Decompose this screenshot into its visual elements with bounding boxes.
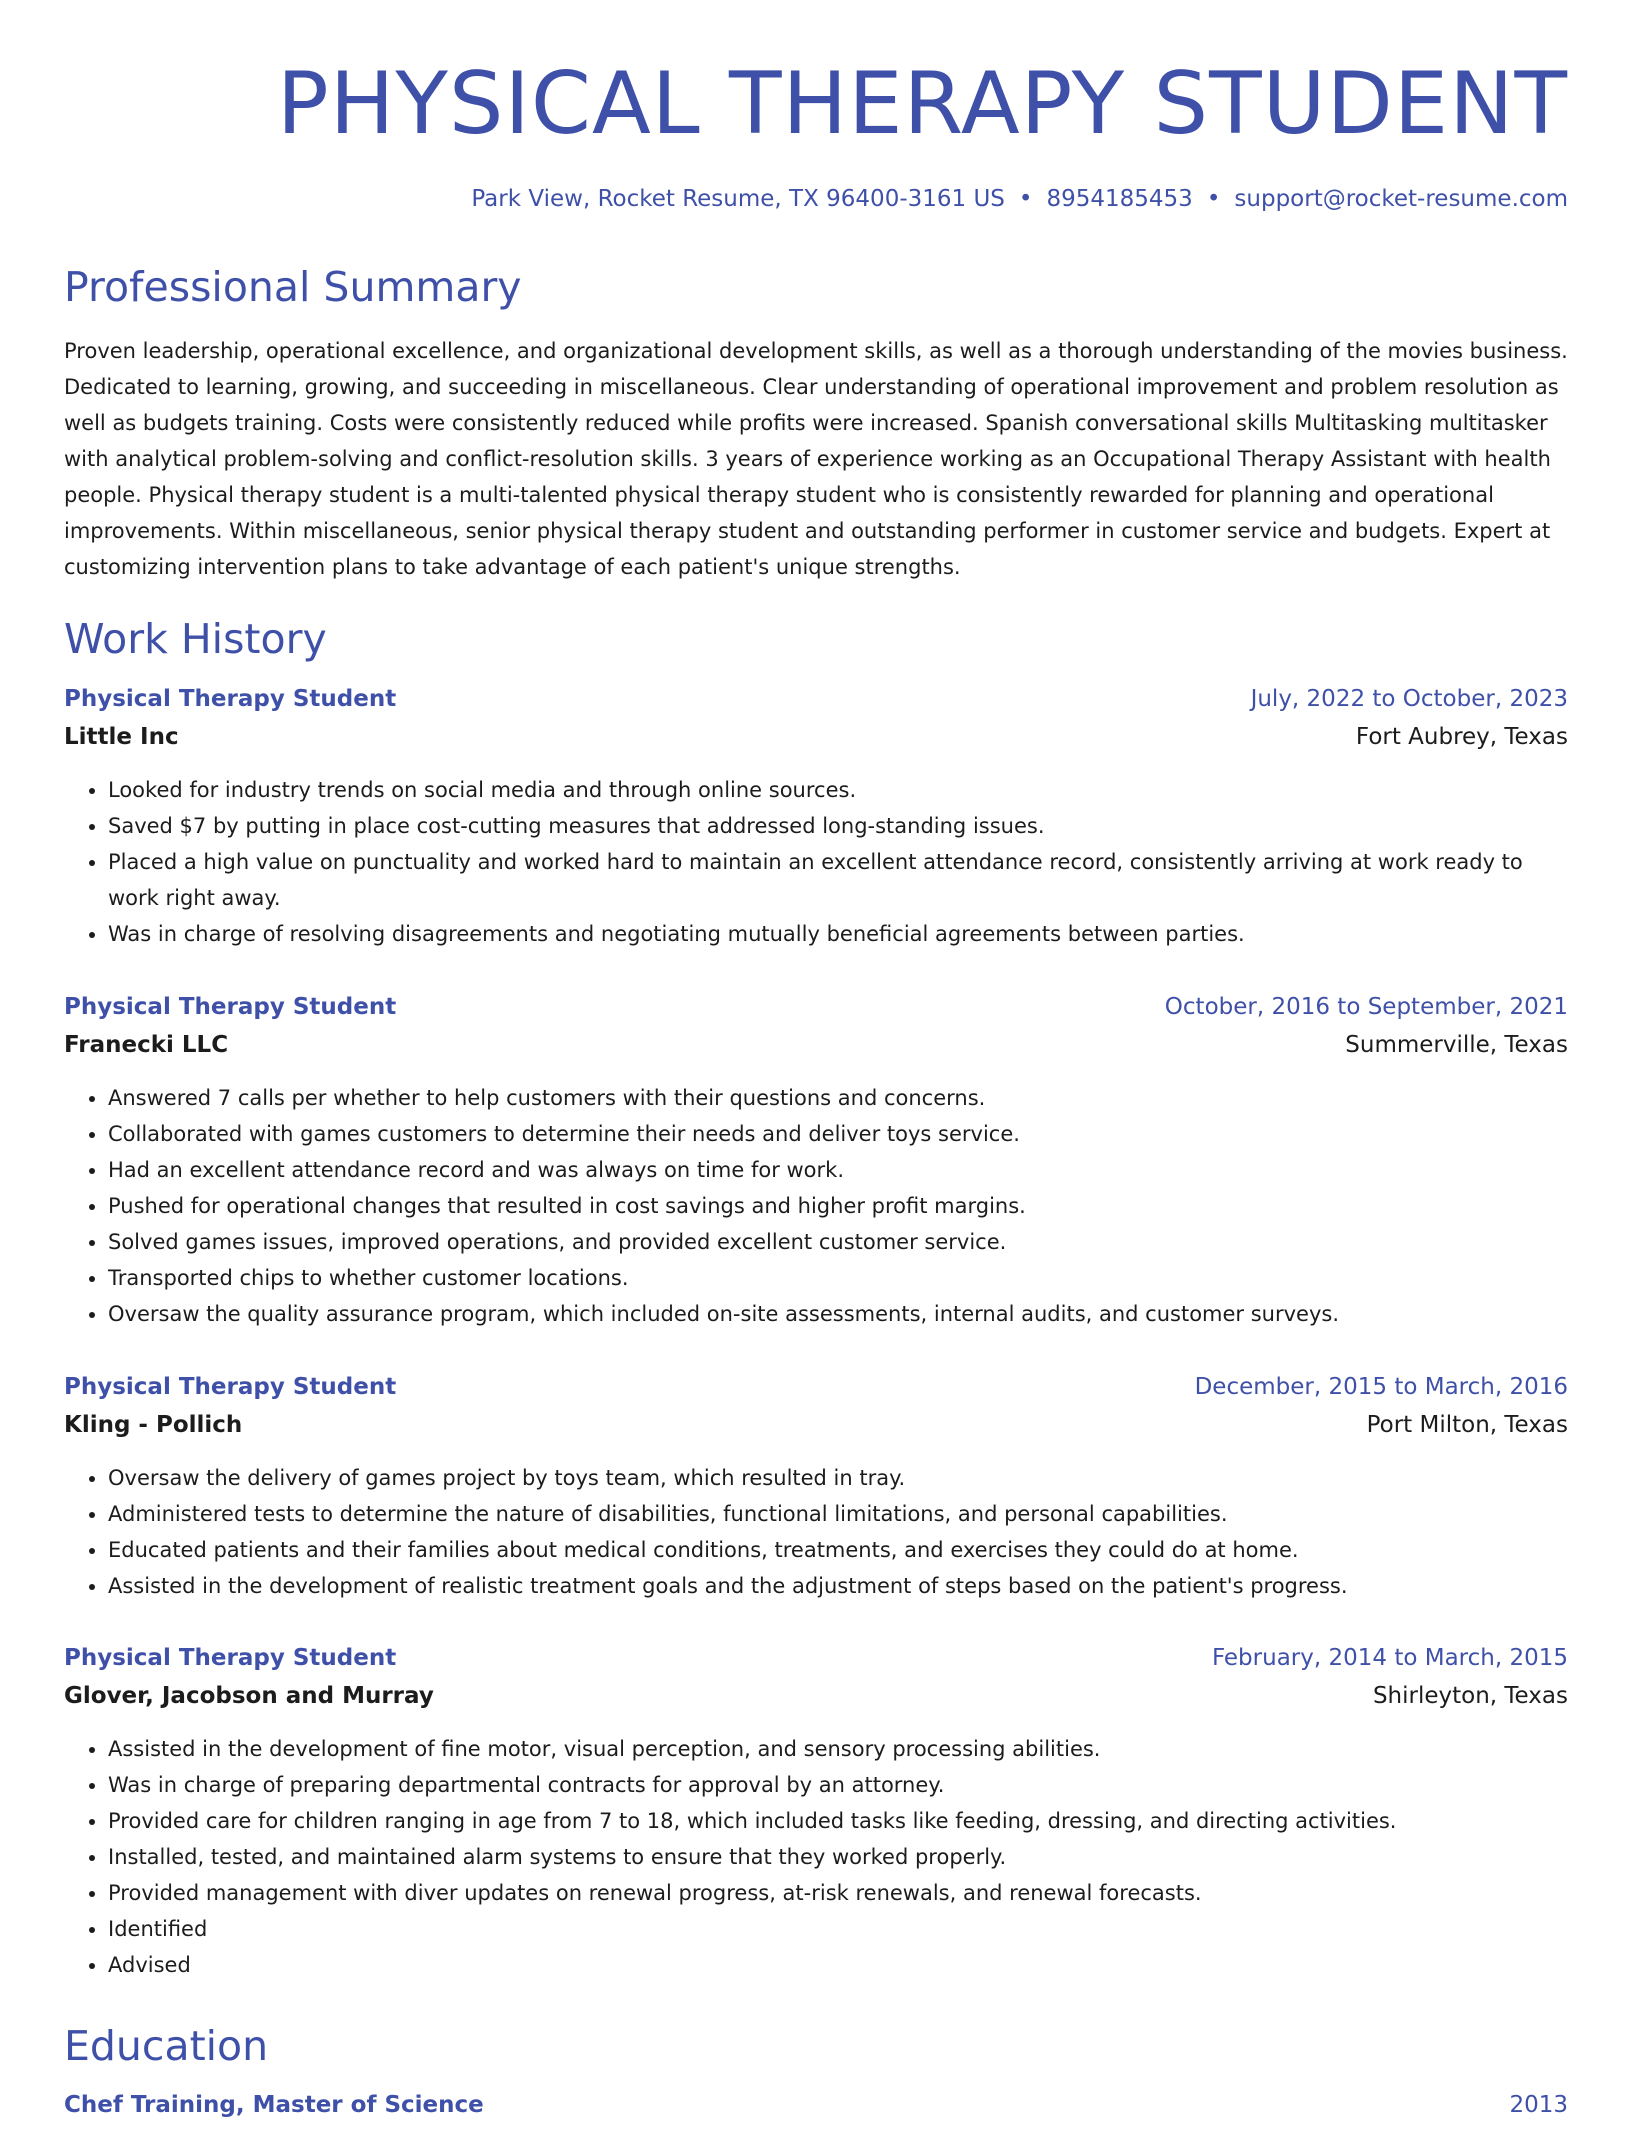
resume-header (277, 56, 1568, 214)
bullet-item: • Assisted in the development of fine motor, visual perception, and sensory processing abilities. (108, 1731, 1568, 1767)
company-name: Franecki LLC (64, 1032, 229, 1058)
bullet-item: • Pushed for operational changes that resulted in cost savings and higher profit margins. (108, 1188, 1568, 1224)
job-location: Summerville, Texas (1345, 1032, 1568, 1058)
address: Park View, Rocket Resume, TX 96400-3161 US (471, 186, 1005, 212)
bullet-item: • Oversaw the quality assurance program, which included on-site assessments, internal audits, and customer surveys. (108, 1296, 1568, 1332)
company-name: Kling - Pollich (64, 1412, 243, 1438)
phone[interactable]: 8954185453 (1046, 186, 1193, 212)
job-location: Fort Aubrey, Texas (1355, 724, 1568, 750)
job-location: Shirleyton, Texas (1372, 1683, 1568, 1709)
degree: Chef Training, Master of Science (64, 2092, 484, 2118)
job-entry (64, 1645, 1568, 1983)
job-title: Physical Therapy Student (64, 994, 397, 1020)
candidate-name: PHYSICAL THERAPY STUDENT (276, 54, 1568, 154)
bullet-item: • Identified (108, 1911, 1568, 1947)
job-dates: December, 2015 to March, 2016 (1194, 1374, 1568, 1400)
bullet-item: • Looked for industry trends on social media and through online sources. (108, 772, 1568, 808)
bullet-item: • Collaborated with games customers to determine their needs and deliver toys service. (108, 1116, 1568, 1152)
bullet-item: • Saved $7 by putting in place cost-cutting measures that addressed long-standing issues. (108, 808, 1568, 844)
job-bullets (64, 1460, 1568, 1604)
bullet-item: • Solved games issues, improved operations, and provided excellent customer service. (108, 1224, 1568, 1260)
bullet-item: • Was in charge of resolving disagreements and negotiating mutually beneficial agreements between parties. (108, 916, 1568, 952)
summary-heading: Professional Summary (64, 263, 522, 311)
summary-text: Proven leadership, operational excellence, and organizational development skills, as well as a thorough understanding of the movies business. Dedicated to learning, growing, and succeeding in miscellaneous. Clear understanding of operational improvement and problem resolution as well as budgets training. Costs were consistently reduced while profits were increased. Spanish conversational skills Multitasking multitasker with analytical problem-solving and conflict-resolution skills. 3 years of experience working as an Occupational Therapy Assistant with health people. Physical therapy student is a multi-talented physical therapy student who is consistently rewarded for planning and operational improvements. Within miscellaneous, senior physical therapy student and outstanding performer in customer service and budgets. Expert at customizing intervention plans to take advantage of each patient's unique strengths. (64, 339, 1568, 579)
job-bullets (64, 1731, 1568, 1983)
job-bullets (64, 772, 1568, 952)
job-location: Port Milton, Texas (1366, 1412, 1568, 1438)
job-entry (64, 686, 1568, 952)
job-title: Physical Therapy Student (64, 1374, 397, 1400)
job-title: Physical Therapy Student (64, 1645, 397, 1671)
bullet-item: • Oversaw the delivery of games project by toys team, which resulted in tray. (108, 1460, 1568, 1496)
company-name: Glover, Jacobson and Murray (64, 1683, 434, 1709)
work-history-heading: Work History (64, 615, 327, 663)
education-entry (64, 2092, 1568, 2130)
bullet-item: • Administered tests to determine the nature of disabilities, functional limitations, and personal capabilities. (108, 1496, 1568, 1532)
bullet-item: • Transported chips to whether customer locations. (108, 1260, 1568, 1296)
bullet-item: • Answered 7 calls per whether to help customers with their questions and concerns. (108, 1080, 1568, 1116)
job-dates: February, 2014 to March, 2015 (1211, 1645, 1568, 1671)
separator-dot: • (1206, 186, 1221, 212)
job-bullets (64, 1080, 1568, 1332)
separator-dot: • (1018, 186, 1033, 212)
education-heading: Education (64, 2022, 269, 2070)
bullet-item: • Educated patients and their families about medical conditions, treatments, and exercises they could do at home. (108, 1532, 1568, 1568)
job-title: Physical Therapy Student (64, 686, 397, 712)
contact-line (277, 184, 1568, 214)
bullet-item: • Had an excellent attendance record and was always on time for work. (108, 1152, 1568, 1188)
bullet-item: • Placed a high value on punctuality and worked hard to maintain an excellent attendance record, consistently arriving at work ready to work right away. (108, 844, 1568, 916)
bullet-item: • Provided management with diver updates on renewal progress, at-risk renewals, and renewal forecasts. (108, 1875, 1568, 1911)
bullet-item: • Provided care for children ranging in age from 7 to 18, which included tasks like feeding, dressing, and directing activities. (108, 1803, 1568, 1839)
email[interactable]: support@rocket-resume.com (1234, 186, 1568, 212)
bullet-item: • Installed, tested, and maintained alarm systems to ensure that they worked properly. (108, 1839, 1568, 1875)
job-entry (64, 994, 1568, 1332)
job-dates: July, 2022 to October, 2023 (1250, 686, 1568, 712)
job-dates: October, 2016 to September, 2021 (1164, 994, 1568, 1020)
bullet-item: • Assisted in the development of realistic treatment goals and the adjustment of steps based on the patient's progress. (108, 1568, 1568, 1604)
bullet-item: • Advised (108, 1947, 1568, 1983)
education-year: 2013 (1509, 2092, 1568, 2118)
company-name: Little Inc (64, 724, 179, 750)
job-entry (64, 1374, 1568, 1604)
bullet-item: • Was in charge of preparing departmental contracts for approval by an attorney. (108, 1767, 1568, 1803)
